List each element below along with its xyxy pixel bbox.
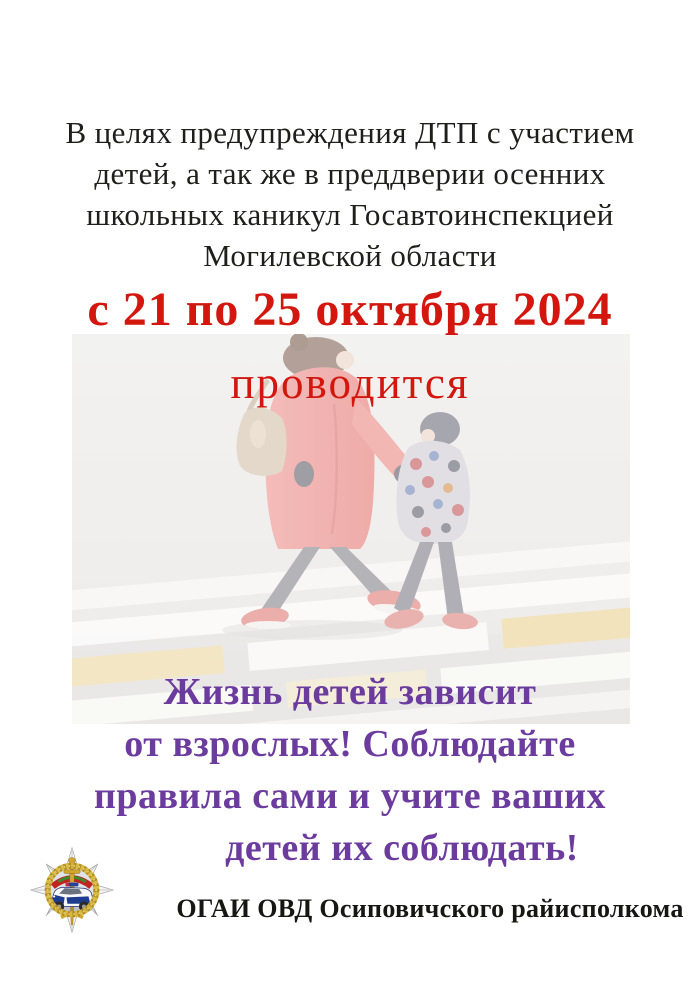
intro-line-4: Могилевской области bbox=[203, 238, 497, 273]
footer-organization: ОГАИ ОВД Осиповичского райисполкома bbox=[176, 894, 684, 923]
slogan-line-1: Жизнь детей зависит bbox=[163, 671, 537, 713]
slogan-line-4: детей их соблюдать! bbox=[225, 827, 579, 869]
campaign-status-word: проводится bbox=[230, 358, 470, 408]
traffic-police-emblem-icon bbox=[28, 842, 116, 938]
emblem-graphic bbox=[28, 842, 116, 938]
intro-paragraph bbox=[0, 112, 700, 276]
intro-line-2: детей, а так же в преддверии осенних bbox=[94, 156, 606, 191]
intro-line-3: школьных каникул Госавтоинспекцией bbox=[86, 197, 614, 232]
slogan-line-3: правила сами и учите ваших bbox=[93, 775, 607, 817]
intro-line-1: В целях предупреждения ДТП с участием bbox=[65, 115, 635, 150]
slogan-line-2: от взрослых! Соблюдайте bbox=[124, 723, 576, 765]
campaign-dates: с 21 по 25 октября 2024 bbox=[87, 283, 613, 336]
